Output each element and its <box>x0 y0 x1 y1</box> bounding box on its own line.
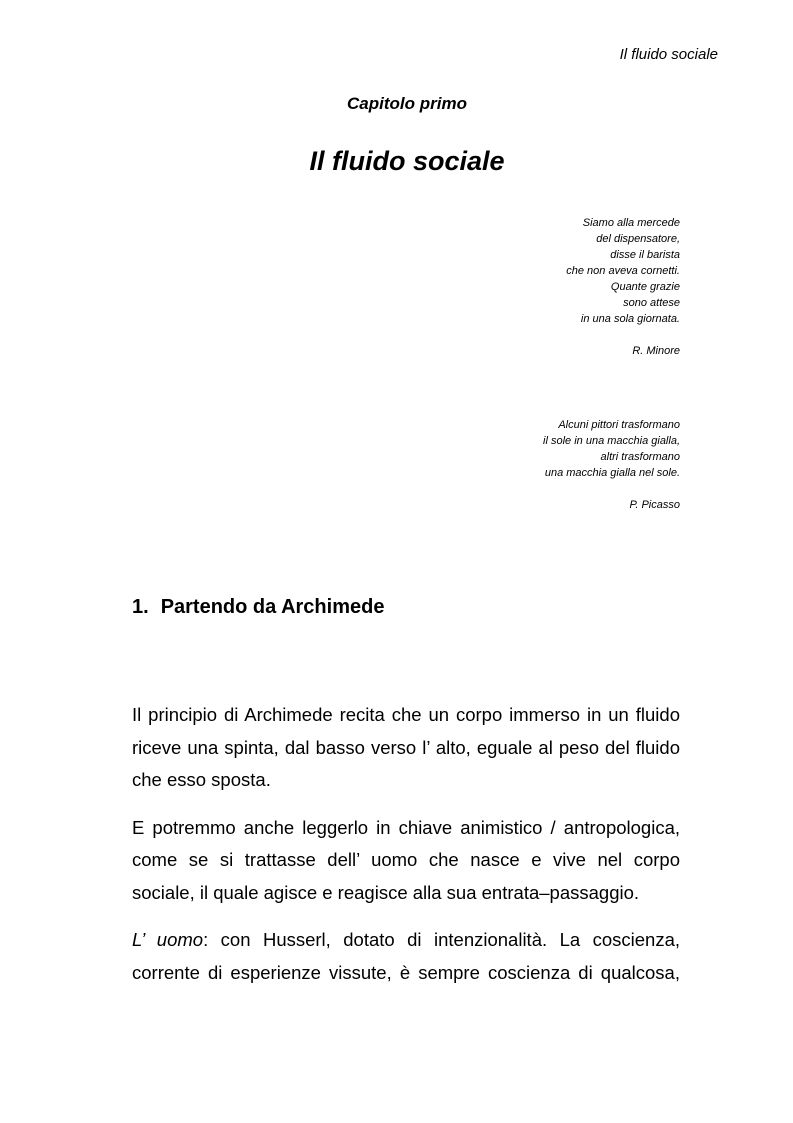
epigraph-line: sono attese <box>623 297 680 309</box>
text-line: che esso sposta. <box>132 769 271 790</box>
epigraph-line: disse il barista <box>610 249 680 261</box>
section-heading <box>132 596 384 619</box>
epigraph-author: R. Minore <box>632 345 680 357</box>
epigraph-line: altri trasformano <box>600 451 680 463</box>
epigraph-line: in una sola giornata. <box>580 313 680 325</box>
epigraph-line: Siamo alla mercede <box>582 217 680 229</box>
epigraph-picasso <box>543 417 680 513</box>
paragraph <box>132 924 680 989</box>
chapter-title: Il fluido sociale <box>309 146 505 176</box>
epigraph-line: Quante grazie <box>610 281 680 293</box>
section-title: Partendo da Archimede <box>160 596 385 618</box>
epigraph-line: che non aveva cornetti. <box>566 265 680 277</box>
epigraph-line: Alcuni pittori trasformano <box>558 419 680 431</box>
text-line: Il principio di Archimede recita che un corpo immerso in un fluido <box>132 704 680 725</box>
epigraph-line: del dispensatore, <box>596 233 680 245</box>
paragraph <box>132 699 680 797</box>
emphasized-term: L’ uomo <box>132 929 204 950</box>
epigraph-line: il sole in una macchia gialla, <box>543 435 680 447</box>
epigraph-minore <box>566 215 680 359</box>
text-line: corrente di esperienze vissute, è sempre coscienza di qualcosa, <box>132 961 680 983</box>
epigraph-line: una macchia gialla nel sole. <box>544 467 680 479</box>
text-line: come se si trattasse dell’ uomo che nasce e vive nel corpo <box>132 849 680 870</box>
text-line: E potremmo anche leggerlo in chiave animistico / antropologica, <box>132 816 680 838</box>
paragraph <box>132 812 680 910</box>
text-line: sociale, il quale agisce e reagisce alla sua entrata–passaggio. <box>132 881 640 903</box>
text-fragment: : con Husserl, dotato di intenzionalità. La coscienza, <box>203 929 680 950</box>
chapter-label: Capitolo primo <box>347 94 467 113</box>
text-line: riceve una spinta, dal basso verso l’ alto, eguale al peso del fluido <box>132 736 680 758</box>
running-header: Il fluido sociale <box>619 46 718 63</box>
section-number: 1. <box>132 596 149 618</box>
body-text <box>132 699 680 989</box>
epigraph-author: P. Picasso <box>629 499 680 511</box>
text-line <box>132 924 680 957</box>
